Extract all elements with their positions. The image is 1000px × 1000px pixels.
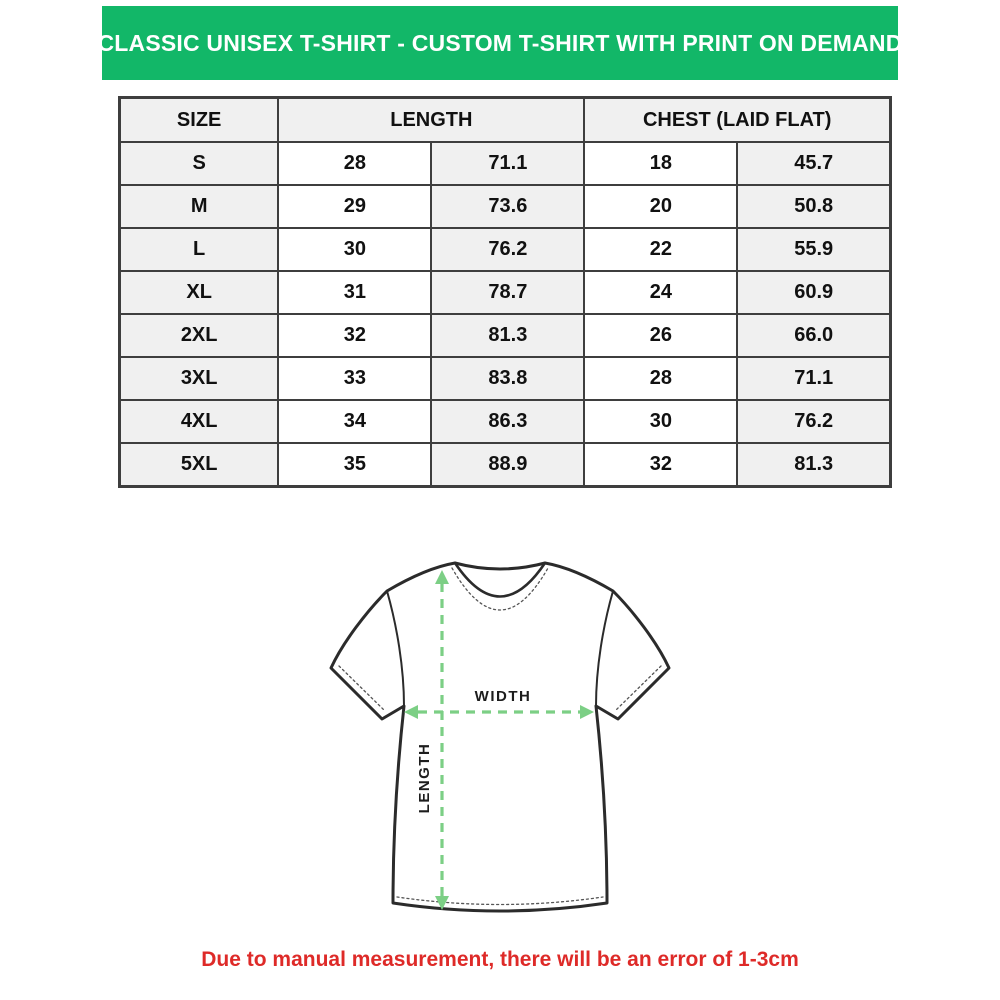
page-title: CLASSIC UNISEX T-SHIRT - CUSTOM T-SHIRT WITH PRINT ON DEMAND (97, 29, 903, 56)
chest-cm-cell: 55.9 (737, 228, 890, 271)
length-in-cell: 30 (278, 228, 431, 271)
size-cell: 4XL (120, 400, 279, 443)
length-in-cell: 31 (278, 271, 431, 314)
size-cell: 5XL (120, 443, 279, 487)
chest-cm-cell: 76.2 (737, 400, 890, 443)
chest-in-cell: 22 (584, 228, 737, 271)
length-cm-cell: 73.6 (431, 185, 584, 228)
size-cell: 2XL (120, 314, 279, 357)
tshirt-measurement-diagram (320, 550, 700, 940)
table-row (120, 142, 891, 185)
table-header-row (120, 98, 891, 143)
size-chart-table-wrap (118, 96, 892, 488)
size-cell: L (120, 228, 279, 271)
length-in-cell: 32 (278, 314, 431, 357)
column-header-chest: CHEST (LAID FLAT) (584, 98, 890, 143)
table-row (120, 271, 891, 314)
length-cm-cell: 81.3 (431, 314, 584, 357)
column-header-length: LENGTH (278, 98, 584, 143)
length-cm-cell: 78.7 (431, 271, 584, 314)
size-cell: 3XL (120, 357, 279, 400)
length-label: LENGTH (416, 742, 433, 814)
chest-cm-cell: 71.1 (737, 357, 890, 400)
size-cell: XL (120, 271, 279, 314)
length-in-cell: 35 (278, 443, 431, 487)
chest-in-cell: 32 (584, 443, 737, 487)
length-in-cell: 28 (278, 142, 431, 185)
length-in-cell: 34 (278, 400, 431, 443)
length-cm-cell: 76.2 (431, 228, 584, 271)
chest-in-cell: 28 (584, 357, 737, 400)
length-cm-cell: 88.9 (431, 443, 584, 487)
chest-in-cell: 30 (584, 400, 737, 443)
size-chart-table (118, 96, 892, 488)
chest-cm-cell: 45.7 (737, 142, 890, 185)
table-row (120, 400, 891, 443)
chest-in-cell: 26 (584, 314, 737, 357)
chest-cm-cell: 66.0 (737, 314, 890, 357)
column-header-size: SIZE (120, 98, 279, 143)
chest-in-cell: 18 (584, 142, 737, 185)
length-cm-cell: 71.1 (431, 142, 584, 185)
chest-cm-cell: 50.8 (737, 185, 890, 228)
size-cell: M (120, 185, 279, 228)
chest-cm-cell: 60.9 (737, 271, 890, 314)
length-cm-cell: 86.3 (431, 400, 584, 443)
width-label: WIDTH (474, 688, 532, 705)
title-banner (97, 6, 903, 80)
disclaimer-text: Due to manual measurement, there will be an error of 1-3cm (201, 948, 799, 971)
table-row (120, 314, 891, 357)
table-row (120, 443, 891, 487)
size-cell: S (120, 142, 279, 185)
table-row (120, 228, 891, 271)
chest-in-cell: 20 (584, 185, 737, 228)
tshirt-outline (331, 563, 669, 911)
table-row (120, 185, 891, 228)
length-in-cell: 33 (278, 357, 431, 400)
chest-cm-cell: 81.3 (737, 443, 890, 487)
length-in-cell: 29 (278, 185, 431, 228)
table-row (120, 357, 891, 400)
chest-in-cell: 24 (584, 271, 737, 314)
measurement-disclaimer (0, 948, 1000, 972)
length-cm-cell: 83.8 (431, 357, 584, 400)
